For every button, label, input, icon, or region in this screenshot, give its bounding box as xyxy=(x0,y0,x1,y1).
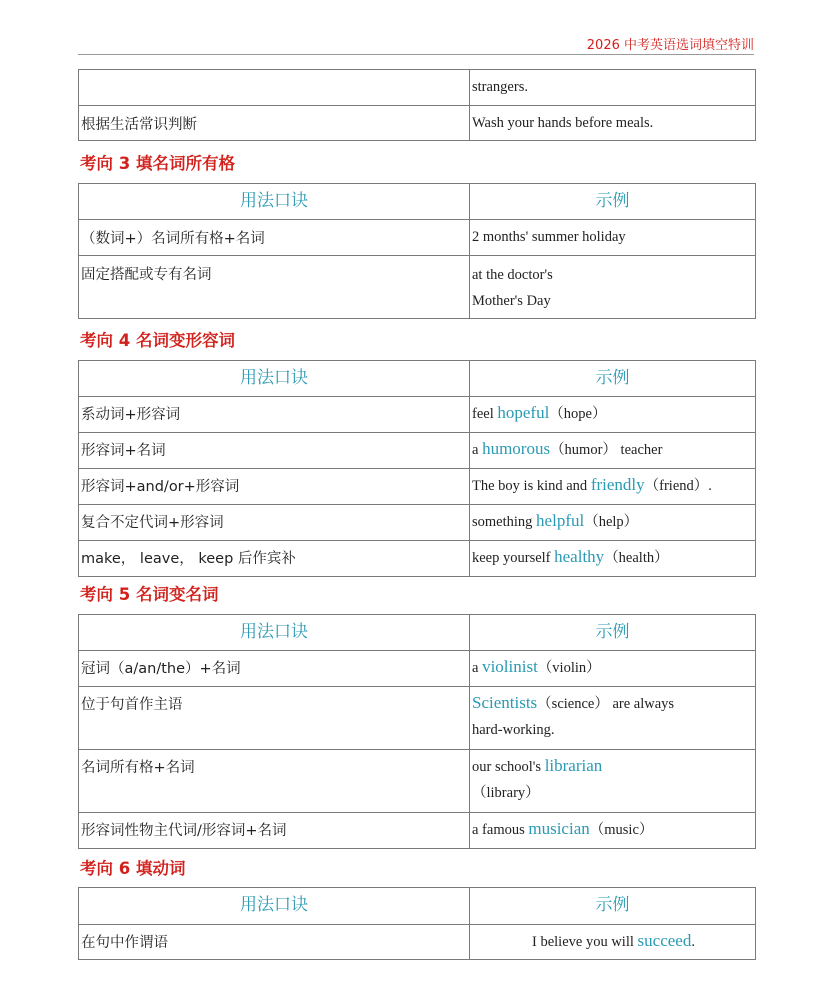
example-text: a famous xyxy=(472,822,529,838)
table-row xyxy=(79,686,755,749)
column-header-example: 示例 xyxy=(595,622,630,642)
column-header-example: 示例 xyxy=(595,191,630,211)
example-cell: strangers. xyxy=(472,79,528,95)
rule-cell: make， leave， keep 后作宾补 xyxy=(79,541,470,576)
table-header-row xyxy=(79,888,755,924)
example-cell xyxy=(470,651,755,686)
example-text: （help） xyxy=(584,514,639,530)
example-cell xyxy=(470,433,755,468)
example-text: （humor） teacher xyxy=(550,442,663,458)
example-line: hard-working. xyxy=(472,722,555,738)
example-text: （hope） xyxy=(549,406,607,422)
table-row xyxy=(79,70,755,105)
example-text: something xyxy=(472,514,537,530)
example-text: （science） are always xyxy=(537,696,675,712)
rule-cell: 名词所有格+名词 xyxy=(79,750,470,812)
table-row xyxy=(79,504,755,540)
example-cell xyxy=(470,469,755,504)
section-title-3: 考向 3 填名词所有格 xyxy=(80,154,235,173)
rule-cell: 固定搭配或专有名词 xyxy=(79,256,470,318)
answer-word: hopeful xyxy=(497,403,550,422)
column-header-usage: 用法口诀 xyxy=(79,361,470,396)
table-row xyxy=(79,396,755,432)
table-row xyxy=(79,812,755,848)
column-header-example: 示例 xyxy=(595,368,630,388)
example-text: The boy is kind and xyxy=(472,478,591,494)
answer-word: friendly xyxy=(590,475,645,494)
table-section-3 xyxy=(78,183,756,319)
answer-word: violinist xyxy=(482,657,538,676)
column-header-usage: 用法口诀 xyxy=(79,888,470,924)
example-cell xyxy=(470,925,755,959)
example-text: keep yourself xyxy=(472,550,555,566)
rule-cell: 位于句首作主语 xyxy=(79,687,470,749)
example-text: （health） xyxy=(604,550,669,566)
example-text: （friend）. xyxy=(644,478,712,494)
answer-word: succeed xyxy=(637,931,692,950)
rule-cell: 形容词+名词 xyxy=(79,433,470,468)
table-row xyxy=(79,650,755,686)
answer-word: librarian xyxy=(544,756,603,775)
table-row xyxy=(79,924,755,959)
answer-word: Scientists xyxy=(472,693,538,712)
example-text: a xyxy=(472,660,483,676)
table-header-row xyxy=(79,361,755,396)
section-title-5: 考向 5 名词变名词 xyxy=(80,585,219,604)
answer-word: humorous xyxy=(482,439,551,458)
rule-cell: 复合不定代词+形容词 xyxy=(79,505,470,540)
example-text: feel xyxy=(472,406,498,422)
example-line: Mother's Day xyxy=(472,293,551,309)
rule-cell: （数词+）名词所有格+名词 xyxy=(79,220,470,255)
example-cell xyxy=(470,541,755,576)
example-text: （violin） xyxy=(537,660,601,676)
rule-cell: 冠词（a/an/the）+名词 xyxy=(79,651,470,686)
table-row xyxy=(79,432,755,468)
example-text: our school's xyxy=(472,759,545,775)
rule-cell: 形容词+and/or+形容词 xyxy=(79,469,470,504)
table-section-5 xyxy=(78,614,756,849)
column-header-example: 示例 xyxy=(595,895,630,915)
column-header-usage: 用法口诀 xyxy=(79,615,470,650)
rule-cell: 形容词性物主代词/形容词+名词 xyxy=(79,813,470,848)
rule-cell: 系动词+形容词 xyxy=(79,397,470,432)
section-title-6: 考向 6 填动词 xyxy=(80,859,186,878)
example-cell: 2 months' summer holiday xyxy=(472,229,626,245)
answer-word: helpful xyxy=(536,511,585,530)
example-line: at the doctor's xyxy=(472,267,553,283)
table-section-4 xyxy=(78,360,756,577)
table-header-row xyxy=(79,615,755,650)
example-cell: Wash your hands before meals. xyxy=(472,115,654,131)
table-row xyxy=(79,105,755,140)
example-cell xyxy=(470,505,755,540)
table-continued xyxy=(78,69,756,141)
example-cell xyxy=(470,750,755,812)
table-header-row xyxy=(79,184,755,219)
table-row xyxy=(79,219,755,255)
rule-cell: 在句中作谓语 xyxy=(79,925,470,959)
example-cell xyxy=(470,397,755,432)
section-title-4: 考向 4 名词变形容词 xyxy=(80,331,235,350)
example-text: . xyxy=(691,934,695,950)
table-row xyxy=(79,468,755,504)
rule-cell: 根据生活常识判断 xyxy=(79,106,470,140)
page-header xyxy=(78,28,754,55)
column-header-usage: 用法口诀 xyxy=(79,184,470,219)
example-cell xyxy=(470,687,755,749)
table-row xyxy=(79,540,755,576)
table-row xyxy=(79,749,755,812)
answer-word: musician xyxy=(528,819,590,838)
answer-word: healthy xyxy=(554,547,605,566)
table-row xyxy=(79,255,755,318)
example-text: （music） xyxy=(589,822,654,838)
example-cell xyxy=(470,813,755,848)
example-text: I believe you will xyxy=(532,934,638,950)
example-text: a xyxy=(472,442,483,458)
rule-cell xyxy=(79,70,470,105)
example-line: （library） xyxy=(472,785,540,801)
table-section-6 xyxy=(78,887,756,960)
example-cell xyxy=(470,256,755,318)
header-title: 2026 中考英语选词填空特训 xyxy=(586,38,754,53)
